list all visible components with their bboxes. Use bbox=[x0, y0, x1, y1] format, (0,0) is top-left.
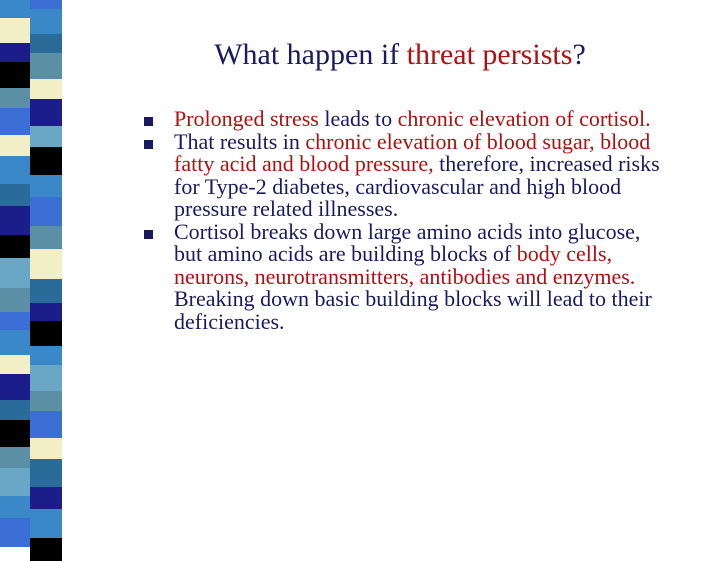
stripe-block bbox=[30, 487, 62, 509]
stripe-block bbox=[0, 468, 30, 496]
stripe-block bbox=[0, 88, 30, 108]
stripe-block bbox=[30, 391, 62, 411]
stripe-block bbox=[0, 108, 30, 135]
stripe-block bbox=[30, 459, 62, 487]
stripe-block bbox=[0, 330, 30, 355]
bullet-2-seg-3: therefore, increased risks for Type-2 diabetes, cardiovascular and high blood pressure related illnesses. bbox=[174, 151, 660, 221]
title-part-3: ? bbox=[572, 38, 586, 71]
stripe-block bbox=[30, 197, 62, 226]
slide-title bbox=[90, 38, 710, 72]
bullet-3-seg-3: Breaking down basic building blocks will lead to their deficiencies. bbox=[174, 286, 652, 334]
stripe-block bbox=[0, 518, 30, 547]
square-bullet-icon bbox=[144, 230, 153, 239]
stripe-block bbox=[0, 312, 30, 330]
stripe-block bbox=[30, 226, 62, 249]
bullet-2-seg-2: chronic elevation of blood sugar, blood fatty acid and blood pressure, bbox=[174, 128, 651, 176]
stripe-block bbox=[0, 184, 30, 206]
stripe-block bbox=[30, 126, 62, 147]
decorative-stripe bbox=[0, 0, 62, 540]
stripe-block bbox=[30, 53, 62, 79]
stripe-block bbox=[30, 249, 62, 279]
stripe-column-right bbox=[30, 0, 62, 540]
stripe-block bbox=[0, 0, 30, 18]
stripe-block bbox=[30, 438, 62, 459]
bullet-1-seg-3: chronic elevation of cortisol. bbox=[397, 106, 651, 131]
stripe-block bbox=[30, 147, 62, 175]
stripe-block bbox=[30, 279, 62, 303]
stripe-block bbox=[0, 420, 30, 447]
stripe-block bbox=[0, 355, 30, 374]
stripe-block bbox=[0, 258, 30, 288]
stripe-block bbox=[30, 9, 62, 34]
square-bullet-icon bbox=[144, 117, 153, 126]
title-part-2: threat persists bbox=[406, 38, 573, 71]
bullet-item bbox=[140, 218, 660, 334]
stripe-block bbox=[0, 43, 30, 62]
bullet-3-seg-1: Cortisol breaks down large amino acids into glucose, but amino acids are building blocks of bbox=[174, 218, 641, 266]
stripe-block bbox=[30, 175, 62, 197]
square-bullet-icon bbox=[144, 140, 153, 149]
stripe-block bbox=[0, 206, 30, 235]
stripe-block bbox=[0, 447, 30, 468]
stripe-block bbox=[0, 62, 30, 88]
stripe-block bbox=[0, 18, 30, 43]
stripe-column-left bbox=[0, 0, 30, 540]
bullet-item bbox=[140, 108, 660, 131]
bullet-1-seg-1: Prolonged stress bbox=[174, 106, 319, 131]
stripe-block bbox=[30, 99, 62, 126]
stripe-block bbox=[30, 346, 62, 365]
stripe-block bbox=[30, 509, 62, 538]
stripe-block bbox=[30, 411, 62, 438]
stripe-block bbox=[0, 400, 30, 420]
title-part-1: What happen if bbox=[214, 38, 407, 71]
stripe-block bbox=[0, 156, 30, 184]
stripe-block bbox=[30, 303, 62, 321]
stripe-block bbox=[30, 321, 62, 346]
stripe-block bbox=[0, 235, 30, 258]
stripe-block bbox=[0, 288, 30, 312]
bullet-list bbox=[140, 108, 660, 333]
bullet-3-seg-2: body cells, neurons, neurotransmitters, antibodies and enzymes. bbox=[174, 241, 636, 289]
bullet-item bbox=[140, 128, 660, 221]
bullet-1-seg-2: leads to bbox=[318, 106, 398, 131]
stripe-block bbox=[30, 538, 62, 561]
stripe-block bbox=[0, 374, 30, 400]
stripe-block bbox=[0, 135, 30, 156]
bullet-2-seg-1: That results in bbox=[174, 128, 306, 154]
stripe-block bbox=[30, 0, 62, 9]
stripe-block bbox=[30, 365, 62, 391]
stripe-block bbox=[0, 496, 30, 518]
stripe-block bbox=[30, 79, 62, 99]
stripe-block bbox=[30, 34, 62, 53]
